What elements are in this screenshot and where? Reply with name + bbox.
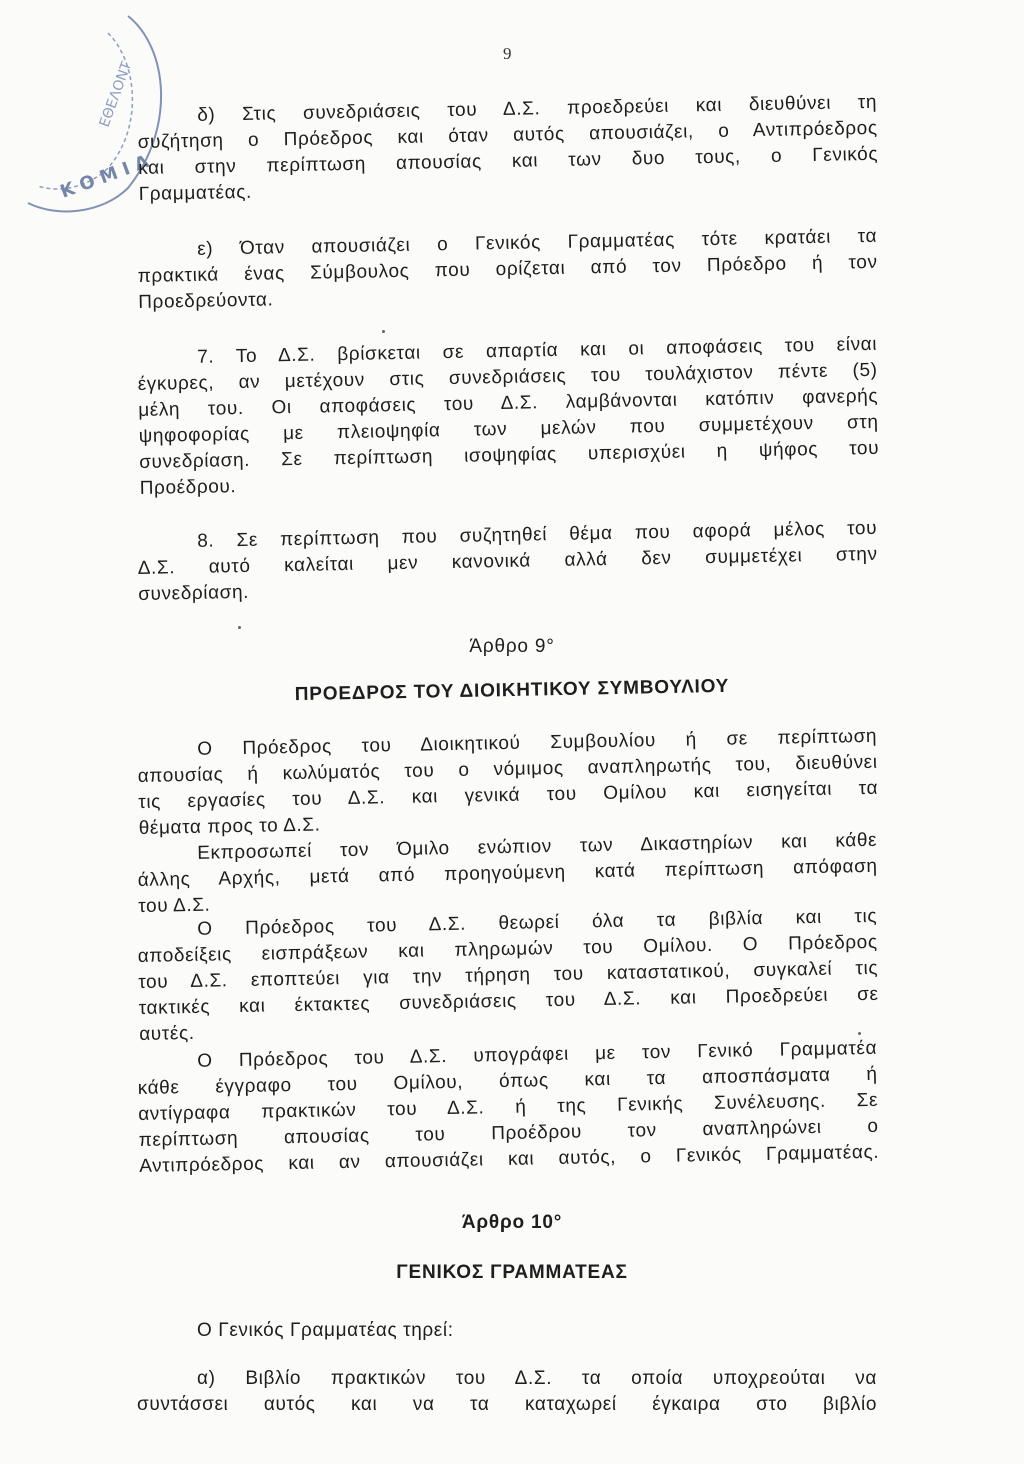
text-line: Δ.Σ. αυτό καλείται μεν κανονικά αλλά δεν συμμετέχει στην <box>137 543 878 579</box>
paragraph-item-7 <box>137 332 880 502</box>
text-line: απουσίας ή κωλύματός του ο νόμιμος αναπληρωτής του, διευθύνει <box>137 751 878 787</box>
scan-speck <box>238 626 241 629</box>
text-line: Προέδρου. <box>139 476 237 499</box>
scan-speck <box>858 1032 861 1035</box>
text-line: τακτικές και έκτακτες συνεδριάσεις του Δ.Σ. και Προεδρεύει σε <box>138 983 879 1019</box>
text-line: τις εργασίες του Δ.Σ. και γενικά του Ομίλου και εισηγείται τα <box>138 777 879 813</box>
text-line: Γραμματέας. <box>138 181 253 205</box>
text-line: συντάσσει αυτός και να τα καταχωρεί έγκαιρα στο βιβλίο <box>137 1394 877 1415</box>
article-9-number: Άρθρο 9° <box>469 636 555 657</box>
text-line: Ο Γενικός Γραμματέας τηρεί: <box>197 1320 454 1341</box>
text-line: έγκυρες, αν μετέχουν στις συνεδριάσεις του τουλάχιστον πέντε (5) <box>137 359 878 395</box>
text-line: δ) Στις συνεδριάσεις του Δ.Σ. προεδρεύει και διευθύνει τη <box>197 91 878 126</box>
text-line: Ο Πρόεδρος του Δ.Σ. υπογράφει με τον Γενικό Γραμματέα <box>197 1037 878 1072</box>
page-number: 9 <box>503 44 512 63</box>
svg-text:ΕΘΕΛΟΝΤ: ΕΘΕΛΟΝΤ <box>96 59 136 130</box>
article-9-title: ΠΡΟΕΔΡΟΣ ΤΟΥ ΔΙΟΙΚΗΤΙΚΟΥ ΣΥΜΒΟΥΛΙΟΥ <box>294 675 730 706</box>
text-line: συνεδρίαση. <box>138 581 250 605</box>
article-9-paragraph-1 <box>137 724 879 842</box>
text-line: του Δ.Σ. εποπτεύει για την τήρηση του καταστατικού, συγκαλεί τις <box>138 957 879 993</box>
text-line: 8. Σε περίπτωση που συζητηθεί θέμα που αφορά μέλος του <box>197 517 878 552</box>
text-line: αντίγραφα πρακτικών του Δ.Σ. ή της Γενικής Συνέλευσης. Σε <box>138 1089 879 1125</box>
paragraph-item-8 <box>137 516 878 608</box>
text-line: ε) Όταν απουσιάζει ο Γενικός Γραμματέας τότε κρατάει τα <box>197 225 878 260</box>
article-10-paragraph-alpha <box>137 1366 877 1418</box>
text-line: αποδείξεις εισπράξεων και πληρωμών του Ομίλου. Ο Πρόεδρος <box>137 931 878 967</box>
text-line: Ο Πρόεδρος του Δ.Σ. θεωρεί όλα τα βιβλία και τις <box>197 905 878 940</box>
article-9-paragraph-3 <box>137 904 879 1048</box>
paragraph-epsilon <box>137 224 878 316</box>
text-line: α) Βιβλίο πρακτικών του Δ.Σ. τα οποία υποχρεούται να <box>197 1368 877 1389</box>
article-10-number: Άρθρο 10° <box>461 1212 563 1233</box>
article-10-intro <box>137 1318 877 1344</box>
text-line: συζήτηση ο Πρόεδρος και όταν αυτός απουσιάζει, ο Αντιπρόεδρος <box>137 117 878 153</box>
text-line: του Δ.Σ. <box>138 894 211 917</box>
text-line: Ο Πρόεδρος του Διοικητικού Συμβουλίου ή σε περίπτωση <box>197 725 878 760</box>
text-line: περίπτωση απουσίας του Προέδρου τον αναπληρώνει ο <box>138 1115 879 1151</box>
text-line: ψηφοφορίας με πλειοψηφία των μελών που συμμετέχουν στη <box>138 411 879 447</box>
text-line: θέματα προς το Δ.Σ. <box>138 814 321 839</box>
svg-text:Κ Ο Μ Ι Λ: Κ Ο Μ Ι Λ <box>57 151 152 203</box>
text-line: συνεδρίαση. Σε περίπτωση ισοψηφίας υπερισχύει η ψήφος του <box>139 437 880 473</box>
text-line: Εκπροσωπεί τον Όμιλο ενώπιον των Δικαστηρίων και κάθε <box>197 829 878 864</box>
text-line: πρακτικά ένας Σύμβουλος που ορίζεται από τον Πρόεδρο ή τον <box>137 251 878 287</box>
text-line: 7. Το Δ.Σ. βρίσκεται σε απαρτία και οι αποφάσεις του είναι <box>197 333 878 368</box>
text-line: κάθε έγγραφο του Ομίλου, όπως και τα αποσπάσματα ή <box>137 1063 878 1099</box>
text-line: αυτές. <box>139 1022 195 1045</box>
text-line: μέλη του. Οι αποφάσεις του Δ.Σ. λαμβάνονται κατόπιν φανερής <box>138 385 879 421</box>
article-10-title: ΓΕΝΙΚΟΣ ΓΡΑΜΜΑΤΕΑΣ <box>396 1262 628 1283</box>
scan-speck <box>382 330 385 333</box>
text-line: άλλης Αρχής, μετά από προηγούμενη κατά περίπτωση απόφαση <box>137 855 878 891</box>
text-line: και στην περίπτωση απουσίας και των δυο τους, ο Γενικός <box>138 143 879 179</box>
text-line: Αντιπρόεδρος και αν απουσιάζει και αυτός, ο Γενικός Γραμματέας. <box>139 1141 880 1177</box>
paragraph-delta <box>137 90 879 208</box>
article-9-paragraph-4 <box>137 1036 879 1180</box>
text-line: Προεδρεύοντα. <box>138 289 274 313</box>
